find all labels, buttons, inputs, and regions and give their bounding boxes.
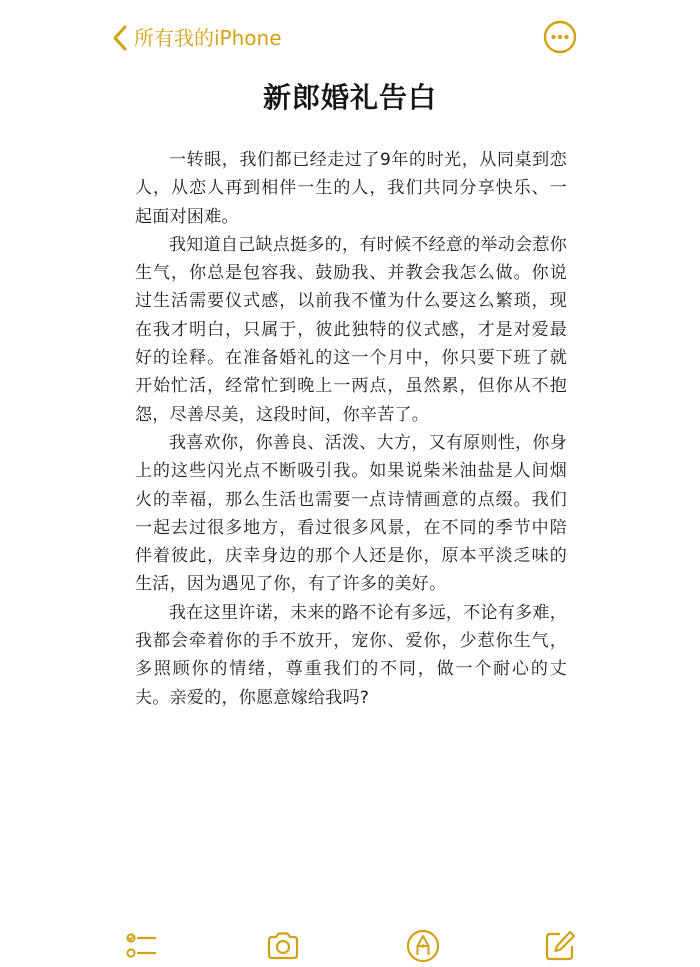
checklist-button[interactable] [124,928,160,964]
bottom-toolbar [0,920,700,967]
markup-button[interactable] [405,928,441,964]
compose-button[interactable] [542,928,578,964]
compose-icon [542,928,578,964]
note-title[interactable]: 新郎婚礼告白 [262,81,437,114]
ellipsis-circle-icon [542,40,578,59]
more-options-button[interactable] [542,19,578,55]
navigation-bar [0,0,700,76]
camera-button[interactable] [265,928,301,964]
markup-pen-icon [405,928,441,964]
note-body[interactable] [135,146,567,712]
back-button-label: 所有我的iPhone [134,26,282,50]
note-paragraph: 我知道自己缺点挺多的，有时候不经意的举动会惹你生气，你总是包容我、鼓励我、并教会我怎么做。你说过生活需要仪式感，以前我不懂为什么要这么繁琐，现在我才明白，只属于，彼此独特的仪式感，才是对爱最好的诠释。在准备婚礼的这一个月中，你只要下班了就开始忙活，经常忙到晚上一两点，虽然累，但你从不抱怨，尽善尽美，这段时间，你辛苦了。 [135,234,567,425]
camera-icon [265,928,301,964]
note-paragraph: 一转眼，我们都已经走过了9年的时光，从同桌到恋人，从恋人再到相伴一生的人，我们共同分享快乐、一起面对困难。 [135,150,567,227]
checklist-icon [124,928,160,964]
note-paragraph: 我在这里许诺，未来的路不论有多远，不论有多难，我都会牵着你的手不放开，宠你、爱你，少惹你生气，多照顾你的情绪，尊重我们的不同，做一个耐心的丈夫。亲爱的，你愿意嫁给我吗? [135,602,567,708]
back-button[interactable] [112,22,282,54]
chevron-left-icon [112,24,128,52]
note-paragraph: 我喜欢你，你善良、活泼、大方，又有原则性，你身上的这些闪光点不断吸引我。如果说柴米油盐是人间烟火的幸福，那么生活也需要一点诗情画意的点缀。我们一起去过很多地方，看过很多风景，在不同的季节中陪伴着彼此，庆幸身边的那个人还是你，原本平淡乏味的生活，因为遇见了你，有了许多的美好。 [135,432,567,595]
